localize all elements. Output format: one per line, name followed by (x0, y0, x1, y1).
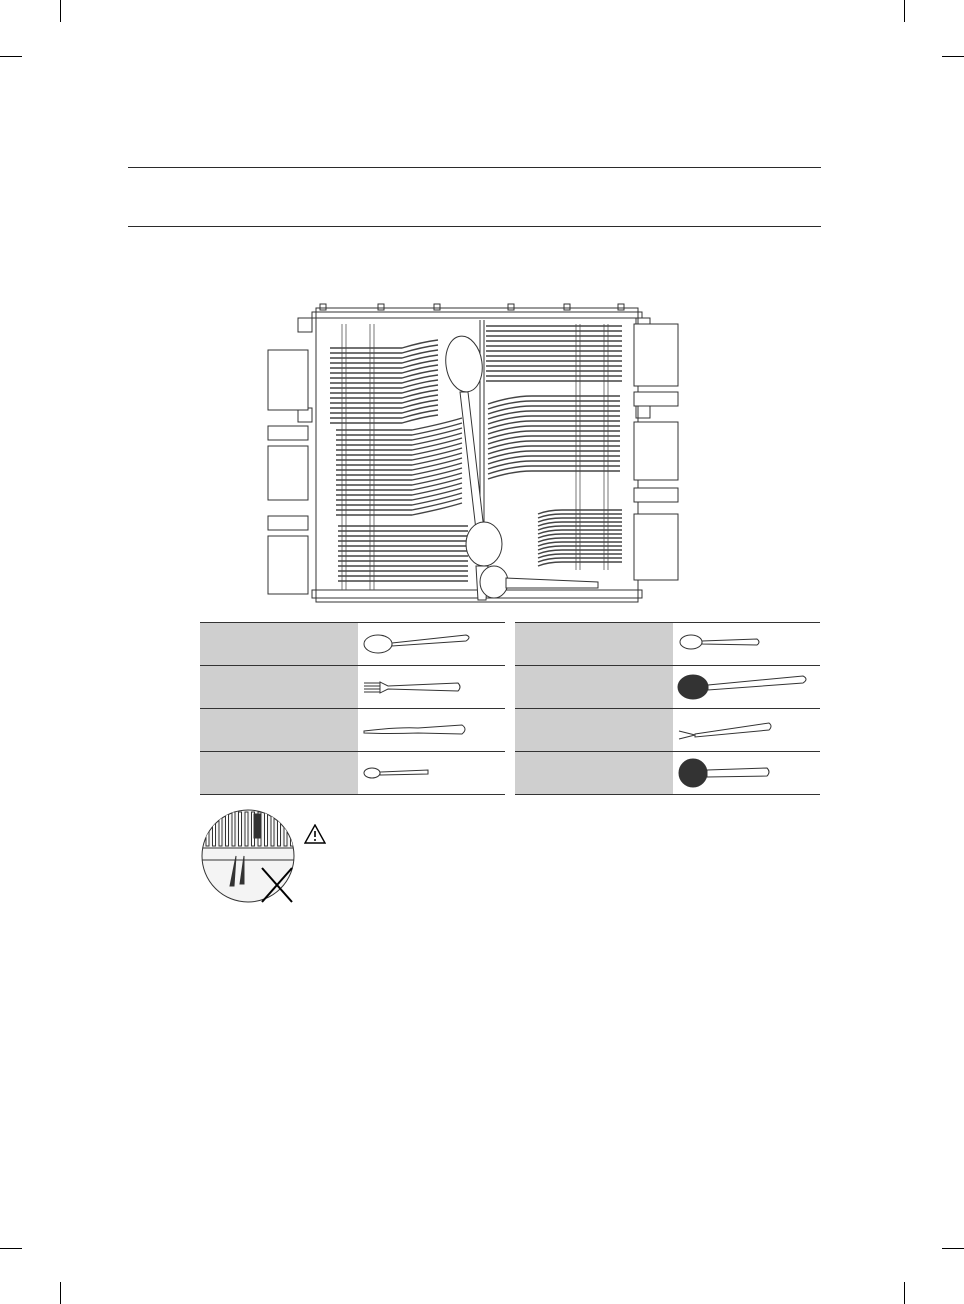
rack-cutlery-line (488, 401, 620, 409)
crop-mark (904, 0, 905, 22)
table-row (515, 709, 820, 752)
rack-tine (278, 812, 281, 846)
rack-tine (232, 812, 235, 846)
table-label-cell (200, 623, 358, 666)
gravy-ladle-icon (673, 752, 820, 795)
rack-tine (206, 812, 209, 846)
rack-cutlery-line (488, 441, 620, 449)
rack-cutlery-line (488, 431, 620, 439)
table-label-cell (515, 709, 673, 752)
serving-fork-icon (673, 709, 820, 752)
rack-tine (245, 812, 248, 846)
table-row (515, 623, 820, 666)
rack-cutlery-line (488, 411, 620, 419)
crop-mark (0, 1248, 22, 1249)
rack-cutlery-line (488, 436, 620, 444)
rack-cutlery-line (488, 406, 620, 414)
rack-tine (219, 812, 222, 846)
rack-cutlery-line (488, 466, 620, 474)
table-label-cell (515, 623, 673, 666)
teaspoon-icon (358, 752, 505, 795)
crop-mark (60, 1282, 61, 1304)
header-band (128, 168, 821, 226)
knife-icon (358, 709, 505, 752)
rack-tine (239, 812, 242, 846)
rack-cutlery-line (488, 446, 620, 454)
table-label-cell (200, 666, 358, 709)
table-label-cell (515, 752, 673, 795)
rack-cutlery-line (488, 451, 620, 459)
cutlery-table-left (200, 622, 505, 795)
table-label-cell (515, 666, 673, 709)
crop-mark (942, 56, 964, 57)
warning-triangle-icon (304, 824, 326, 844)
rack-cutlery-line (488, 471, 620, 479)
crop-mark (904, 1282, 905, 1304)
rack-cutlery-line (488, 426, 620, 434)
table-row (200, 709, 505, 752)
table-row (200, 752, 505, 795)
fork-icon (358, 666, 505, 709)
crop-mark (60, 0, 61, 22)
table-label-cell (200, 752, 358, 795)
small-spoon-icon (673, 623, 820, 666)
rack-cutlery-line (488, 416, 620, 424)
crop-mark (0, 56, 22, 57)
rack-tine (265, 812, 268, 846)
rack-tine (271, 812, 274, 846)
crop-mark (942, 1248, 964, 1249)
rack-tine (226, 812, 229, 846)
table-label-cell (200, 709, 358, 752)
dessert-spoon-icon (358, 623, 505, 666)
rack-cutlery-line (488, 421, 620, 429)
rack-tine (291, 812, 294, 846)
no-sharp-points-illustration (200, 808, 296, 904)
table-row (200, 666, 505, 709)
table-row (515, 666, 820, 709)
header-rule-bottom (128, 226, 821, 227)
table-row (515, 752, 820, 795)
cutlery-table-right (515, 622, 820, 795)
rack-cutlery-line (488, 396, 620, 404)
rack-cutlery-line (488, 461, 620, 469)
cutlery-rack-diagram (262, 300, 692, 616)
table-row (200, 623, 505, 666)
rack-cutlery-line (488, 456, 620, 464)
serving-spoon-icon (673, 666, 820, 709)
rack-tine (213, 812, 216, 846)
